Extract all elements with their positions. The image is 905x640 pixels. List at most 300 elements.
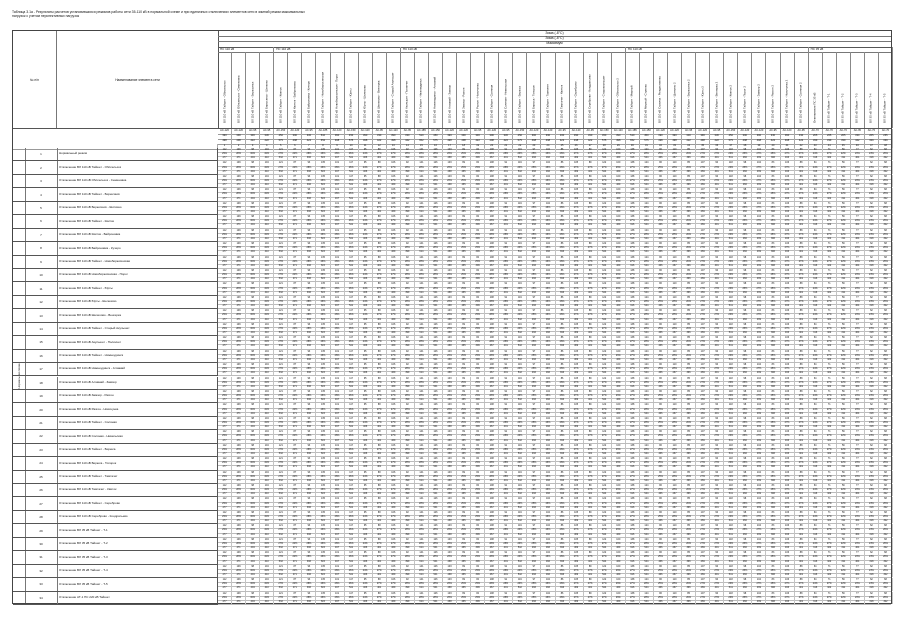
value-cell: 103 <box>443 229 457 233</box>
value-cell: 27% <box>710 206 724 210</box>
value-cell: 404 <box>851 237 865 241</box>
value-cell: 28% <box>640 287 654 291</box>
value-cell: 126 <box>429 363 443 367</box>
value-cell: 27% <box>387 354 401 358</box>
value-cell: 401 <box>373 237 387 241</box>
value-cell: 104 <box>260 497 274 501</box>
row-name: Отключение ВЛ 35 кВ Тайшет - Т-1 <box>57 524 218 536</box>
value-cell: 467 <box>485 371 499 375</box>
value-cell: 28% <box>429 502 443 506</box>
value-cell: 96 <box>654 202 668 206</box>
value-cell: 26% <box>879 327 893 331</box>
value-cell: 26% <box>612 340 626 344</box>
value-cell: 118 <box>724 175 738 179</box>
value-cell: 97 <box>527 430 541 434</box>
value-cell: 466 <box>781 371 795 375</box>
value-cell: 467 <box>331 560 345 564</box>
subheader-cell: 35 <box>696 144 710 149</box>
value-cell: 124 <box>640 229 654 233</box>
value-cell: 23% <box>865 434 879 438</box>
value-cell: 28% <box>302 502 316 506</box>
value-cell: 27% <box>373 300 387 304</box>
value-cell: 318 <box>865 156 879 160</box>
value-cell: 396 <box>302 331 316 335</box>
value-cell: 64 <box>809 175 823 179</box>
value-cell: 26% <box>682 528 696 532</box>
value-cell: 541 <box>724 519 738 523</box>
value-cell: 396 <box>302 519 316 523</box>
value-cell: 26% <box>541 300 555 304</box>
value-cell: 401 <box>710 197 724 201</box>
value-cell: 112 <box>218 148 232 152</box>
value-cell: 27% <box>710 192 724 196</box>
row-number: 19 <box>25 390 58 402</box>
value-cell: 541 <box>345 465 359 469</box>
value-cell: 532 <box>274 237 288 241</box>
value-cell: 28% <box>499 192 513 196</box>
value-cell: 25% <box>527 381 541 385</box>
value-cell: 316 <box>809 546 823 550</box>
value-cell: 23% <box>851 206 865 210</box>
column-header <box>513 52 527 128</box>
value-cell: 404 <box>246 358 260 362</box>
value-cell: 97 <box>527 377 541 381</box>
value-cell: 27% <box>598 394 612 398</box>
value-cell: 469 <box>387 439 401 443</box>
value-cell: 471 <box>288 452 302 456</box>
value-cell: 101 <box>331 256 345 260</box>
value-cell: 544 <box>598 465 612 469</box>
value-cell: 25% <box>527 488 541 492</box>
value-cell: 469 <box>570 223 584 227</box>
subheader-cell: АС-150 <box>724 129 738 134</box>
value-cell: 322 <box>823 385 837 389</box>
value-cell: 467 <box>485 546 499 550</box>
value-cell: 26% <box>331 515 345 519</box>
row-values <box>218 161 891 173</box>
value-cell: 396 <box>302 237 316 241</box>
value-cell: 141 <box>415 323 429 327</box>
subheader-cell: АС-120 <box>457 129 471 134</box>
value-cell: 28% <box>640 233 654 237</box>
value-cell: 104 <box>260 350 274 354</box>
value-cell: 404 <box>851 170 865 174</box>
value-cell: 27% <box>274 206 288 210</box>
value-cell: 25% <box>457 300 471 304</box>
column-header <box>598 52 612 128</box>
value-cell: 84 <box>471 403 485 407</box>
value-cell: 27% <box>274 287 288 291</box>
value-cell: 316 <box>809 425 823 429</box>
value-cell: 465 <box>457 291 471 295</box>
value-cell: 401 <box>373 412 387 416</box>
value-cell: 27% <box>696 448 710 452</box>
value-cell: 30% <box>246 206 260 210</box>
value-cell: 396 <box>556 264 570 268</box>
value-cell: 141 <box>415 215 429 219</box>
value-cell: 23% <box>865 502 879 506</box>
value-cell: 89 <box>584 323 598 327</box>
value-cell: 467 <box>668 519 682 523</box>
value-cell: 88 <box>373 538 387 542</box>
value-cell: 24% <box>809 528 823 532</box>
value-cell: 93 <box>302 202 316 206</box>
value-cell: 98 <box>246 148 260 152</box>
value-cell: 27% <box>274 394 288 398</box>
value-cell: 117 <box>345 444 359 448</box>
value-cell: 104 <box>752 296 766 300</box>
value-cell: 469 <box>612 492 626 496</box>
value-cell: 124 <box>640 296 654 300</box>
value-cell: 27% <box>387 166 401 170</box>
value-cell: 401 <box>710 546 724 550</box>
value-cell: 316 <box>809 533 823 537</box>
value-cell: 32% <box>260 555 274 559</box>
value-cell: 471 <box>288 156 302 160</box>
value-cell: 117 <box>345 215 359 219</box>
value-cell: 316 <box>809 506 823 510</box>
value-cell: 124 <box>640 242 654 246</box>
value-cell: 471 <box>288 412 302 416</box>
value-cell: 26% <box>443 502 457 506</box>
value-cell: 107 <box>696 484 710 488</box>
value-cell: 25% <box>766 233 780 237</box>
value-cell: 469 <box>570 264 584 268</box>
subheader-cell: АС-70 <box>879 129 893 134</box>
value-cell: 121 <box>274 403 288 407</box>
value-cell: 410 <box>260 170 274 174</box>
value-cell: 32% <box>260 166 274 170</box>
value-cell: 26% <box>331 192 345 196</box>
value-cell: 469 <box>696 304 710 308</box>
value-cell: 27% <box>696 488 710 492</box>
value-cell: 466 <box>654 371 668 375</box>
subheader-cell: 575 <box>513 139 527 144</box>
value-cell: 469 <box>752 465 766 469</box>
value-cell: 466 <box>541 277 555 281</box>
value-cell: 62 <box>865 551 879 555</box>
value-cell: 104 <box>752 323 766 327</box>
value-cell: 471 <box>232 452 246 456</box>
value-cell: 141 <box>415 538 429 542</box>
value-cell: 28% <box>485 381 499 385</box>
value-cell: 62 <box>865 484 879 488</box>
value-cell: 467 <box>668 546 682 550</box>
value-cell: 62 <box>865 256 879 260</box>
column-header-text: ВЛ 110 кВ Тайшет - Соляная 2 <box>798 82 803 123</box>
subheader-cell: 498 <box>232 139 246 144</box>
value-cell: 62 <box>865 403 879 407</box>
subheader-cell: 265 <box>865 134 879 139</box>
value-cell: 28% <box>485 219 499 223</box>
value-cell: 97 <box>527 161 541 165</box>
column-header <box>316 52 330 128</box>
value-cell: 88 <box>795 282 809 286</box>
value-cell: 404 <box>851 264 865 268</box>
value-cell: 91 <box>499 377 513 381</box>
value-cell: 26% <box>443 206 457 210</box>
value-cell: 26% <box>541 192 555 196</box>
value-cell: 25% <box>471 381 485 385</box>
value-cell: 101 <box>331 148 345 152</box>
row-number: 16 <box>25 350 58 362</box>
value-cell: 27% <box>752 179 766 183</box>
value-cell: 28% <box>485 327 499 331</box>
value-cell: 98 <box>738 377 752 381</box>
value-cell: 27% <box>795 448 809 452</box>
value-cell: 541 <box>429 371 443 375</box>
value-cell: 469 <box>612 385 626 389</box>
value-cell: 103 <box>443 296 457 300</box>
value-cell: 109 <box>232 309 246 313</box>
value-cell: 102 <box>541 444 555 448</box>
value-cell: 71 <box>823 444 837 448</box>
value-cell: 541 <box>429 318 443 322</box>
value-cell: 28% <box>302 434 316 438</box>
value-cell: 27% <box>598 166 612 170</box>
value-cell: 27% <box>752 381 766 385</box>
value-cell: 117 <box>345 390 359 394</box>
value-cell: 101 <box>331 471 345 475</box>
value-cell: 27% <box>584 300 598 304</box>
value-cell: 25% <box>457 313 471 317</box>
value-cell: 25% <box>766 367 780 371</box>
value-cell: 466 <box>654 385 668 389</box>
value-cell: 93 <box>302 323 316 327</box>
value-cell: 469 <box>612 425 626 429</box>
value-cell: 110 <box>668 390 682 394</box>
value-cell: 122 <box>598 444 612 448</box>
column-header-text: ВЛ 110 кВ Стрелка - Рождественка <box>657 76 662 123</box>
value-cell: 466 <box>527 223 541 227</box>
value-cell: 469 <box>752 506 766 510</box>
value-cell: 105 <box>570 309 584 313</box>
value-cell: 466 <box>781 223 795 227</box>
value-cell: 542 <box>513 465 527 469</box>
value-cell: 28% <box>668 327 682 331</box>
value-cell: 311 <box>837 344 851 348</box>
value-cell: 28% <box>668 192 682 196</box>
value-cell: 26% <box>724 313 738 317</box>
value-cell: 102 <box>541 524 555 528</box>
value-cell: 25% <box>766 340 780 344</box>
value-cell: 32% <box>260 502 274 506</box>
value-cell: 22% <box>837 381 851 385</box>
value-cell: 90 <box>710 350 724 354</box>
value-cell: 22% <box>288 475 302 479</box>
value-cell: 122 <box>598 148 612 152</box>
value-cell: 106 <box>781 175 795 179</box>
value-cell: 467 <box>668 237 682 241</box>
value-cell: 89 <box>584 309 598 313</box>
value-cell: 467 <box>668 210 682 214</box>
value-cell: 27% <box>781 179 795 183</box>
value-cell: 104 <box>260 282 274 286</box>
value-cell: 477 <box>218 156 232 160</box>
column-header <box>345 52 359 128</box>
value-cell: 32% <box>260 313 274 317</box>
value-cell: 64 <box>809 229 823 233</box>
value-cell: 112 <box>218 377 232 381</box>
value-cell: 28% <box>640 313 654 317</box>
value-cell: 99 <box>457 403 471 407</box>
value-cell: 401 <box>710 277 724 281</box>
value-cell: 26% <box>541 381 555 385</box>
row-values <box>218 323 891 335</box>
value-cell: 124 <box>640 524 654 528</box>
subheader-cell: АС-120 <box>331 129 345 134</box>
value-cell: 541 <box>724 412 738 416</box>
value-cell: 469 <box>696 250 710 254</box>
value-cell: 77 <box>851 524 865 528</box>
value-cell: 469 <box>696 412 710 416</box>
value-cell: 98 <box>738 457 752 461</box>
value-cell: 544 <box>640 344 654 348</box>
value-cell: 27% <box>626 515 640 519</box>
subheader-cell: 450 <box>429 134 443 139</box>
value-cell: 322 <box>823 358 837 362</box>
value-cell: 28% <box>499 300 513 304</box>
value-cell: 26% <box>612 327 626 331</box>
value-cell: 27% <box>823 273 837 277</box>
value-cell: 30% <box>246 528 260 532</box>
value-cell: 124 <box>640 511 654 515</box>
value-cell: 28% <box>401 340 415 344</box>
value-cell: 32% <box>260 354 274 358</box>
value-cell: 401 <box>795 331 809 335</box>
value-cell: 83 <box>766 471 780 475</box>
value-cell: 27% <box>781 260 795 264</box>
value-cell: 316 <box>809 304 823 308</box>
value-cell: 27% <box>696 354 710 358</box>
value-cell: 396 <box>302 264 316 268</box>
value-cell: 541 <box>724 304 738 308</box>
row-number: 21 <box>25 417 58 429</box>
value-cell: 25% <box>654 381 668 385</box>
value-cell: 30% <box>246 434 260 438</box>
value-cell: 99 <box>457 390 471 394</box>
value-cell: 469 <box>387 371 401 375</box>
value-cell: 118 <box>724 282 738 286</box>
value-cell: 469 <box>752 533 766 537</box>
value-cell: 318 <box>865 277 879 281</box>
subheader-cell: 575 <box>640 139 654 144</box>
value-cell: 410 <box>260 385 274 389</box>
value-cell: 26% <box>724 260 738 264</box>
value-cell: 471 <box>288 264 302 268</box>
value-cell: 396 <box>302 371 316 375</box>
value-cell: 22% <box>837 515 851 519</box>
value-cell: 106 <box>387 323 401 327</box>
value-cell: 25% <box>471 192 485 196</box>
subheader-cell: 330 <box>682 134 696 139</box>
value-cell: 467 <box>668 398 682 402</box>
column-header <box>359 52 373 128</box>
value-cell: 27% <box>626 152 640 156</box>
value-cell: 28% <box>232 421 246 425</box>
value-cell: 26% <box>513 260 527 264</box>
value-cell: 68 <box>879 457 893 461</box>
value-cell: 467 <box>485 210 499 214</box>
value-cell: 88 <box>373 497 387 501</box>
value-cell: 615 <box>316 223 330 227</box>
value-cell: 26% <box>724 327 738 331</box>
value-cell: 106 <box>781 511 795 515</box>
value-cell: 126 <box>429 377 443 381</box>
value-cell: 396 <box>766 452 780 456</box>
value-cell: 89 <box>584 511 598 515</box>
value-cell: 27% <box>696 340 710 344</box>
value-cell: 26% <box>879 246 893 250</box>
value-cell: 396 <box>302 291 316 295</box>
value-cell: 100 <box>612 229 626 233</box>
value-cell: 26% <box>345 152 359 156</box>
value-cell: 99 <box>457 430 471 434</box>
value-cell: 26% <box>513 287 527 291</box>
value-cell: 28% <box>499 166 513 170</box>
value-cell: 401 <box>499 291 513 295</box>
subheader-cell: 330 <box>710 134 724 139</box>
value-cell: 26% <box>612 300 626 304</box>
value-cell: 27% <box>598 313 612 317</box>
value-cell: 99 <box>457 363 471 367</box>
value-cell: 97 <box>527 336 541 340</box>
value-cell: 27% <box>795 502 809 506</box>
value-cell: 26% <box>345 354 359 358</box>
value-cell: 23% <box>865 233 879 237</box>
value-cell: 27% <box>752 542 766 546</box>
value-cell: 401 <box>373 344 387 348</box>
value-cell: 401 <box>795 546 809 550</box>
value-cell: 311 <box>837 560 851 564</box>
value-cell: 85 <box>682 511 696 515</box>
value-cell: 26% <box>724 233 738 237</box>
value-cell: 84 <box>471 175 485 179</box>
value-cell: 71 <box>823 430 837 434</box>
value-cell: 119 <box>513 471 527 475</box>
value-cell: 541 <box>429 519 443 523</box>
column-header-text: ВЛ 110 кВ Замзор - Разгон <box>461 87 466 123</box>
subheader-cell: 498 <box>443 139 457 144</box>
value-cell: 23% <box>865 246 879 250</box>
value-cell: 27% <box>823 448 837 452</box>
value-cell: 95 <box>359 511 373 515</box>
value-cell: 107 <box>696 282 710 286</box>
value-cell: 544 <box>640 452 654 456</box>
value-cell: 88 <box>795 377 809 381</box>
value-cell: 466 <box>654 452 668 456</box>
value-cell: 541 <box>345 560 359 564</box>
value-cell: 106 <box>387 497 401 501</box>
value-cell: 71 <box>823 256 837 260</box>
value-cell: 126 <box>429 282 443 286</box>
value-cell: 27% <box>373 152 387 156</box>
value-cell: 542 <box>513 492 527 496</box>
value-cell: 465 <box>457 223 471 227</box>
subheader-cell: 330 <box>302 134 316 139</box>
value-cell: 614 <box>415 223 429 227</box>
value-cell: 396 <box>766 358 780 362</box>
subheader-cell: 498 <box>654 139 668 144</box>
subheader-cell: АС-95 <box>302 129 316 134</box>
value-cell: 541 <box>724 560 738 564</box>
value-cell: 318 <box>865 170 879 174</box>
row-values <box>218 484 891 496</box>
value-cell: 24% <box>809 246 823 250</box>
value-cell: 98 <box>246 444 260 448</box>
value-cell: 93 <box>302 309 316 313</box>
value-cell: 93 <box>302 336 316 340</box>
